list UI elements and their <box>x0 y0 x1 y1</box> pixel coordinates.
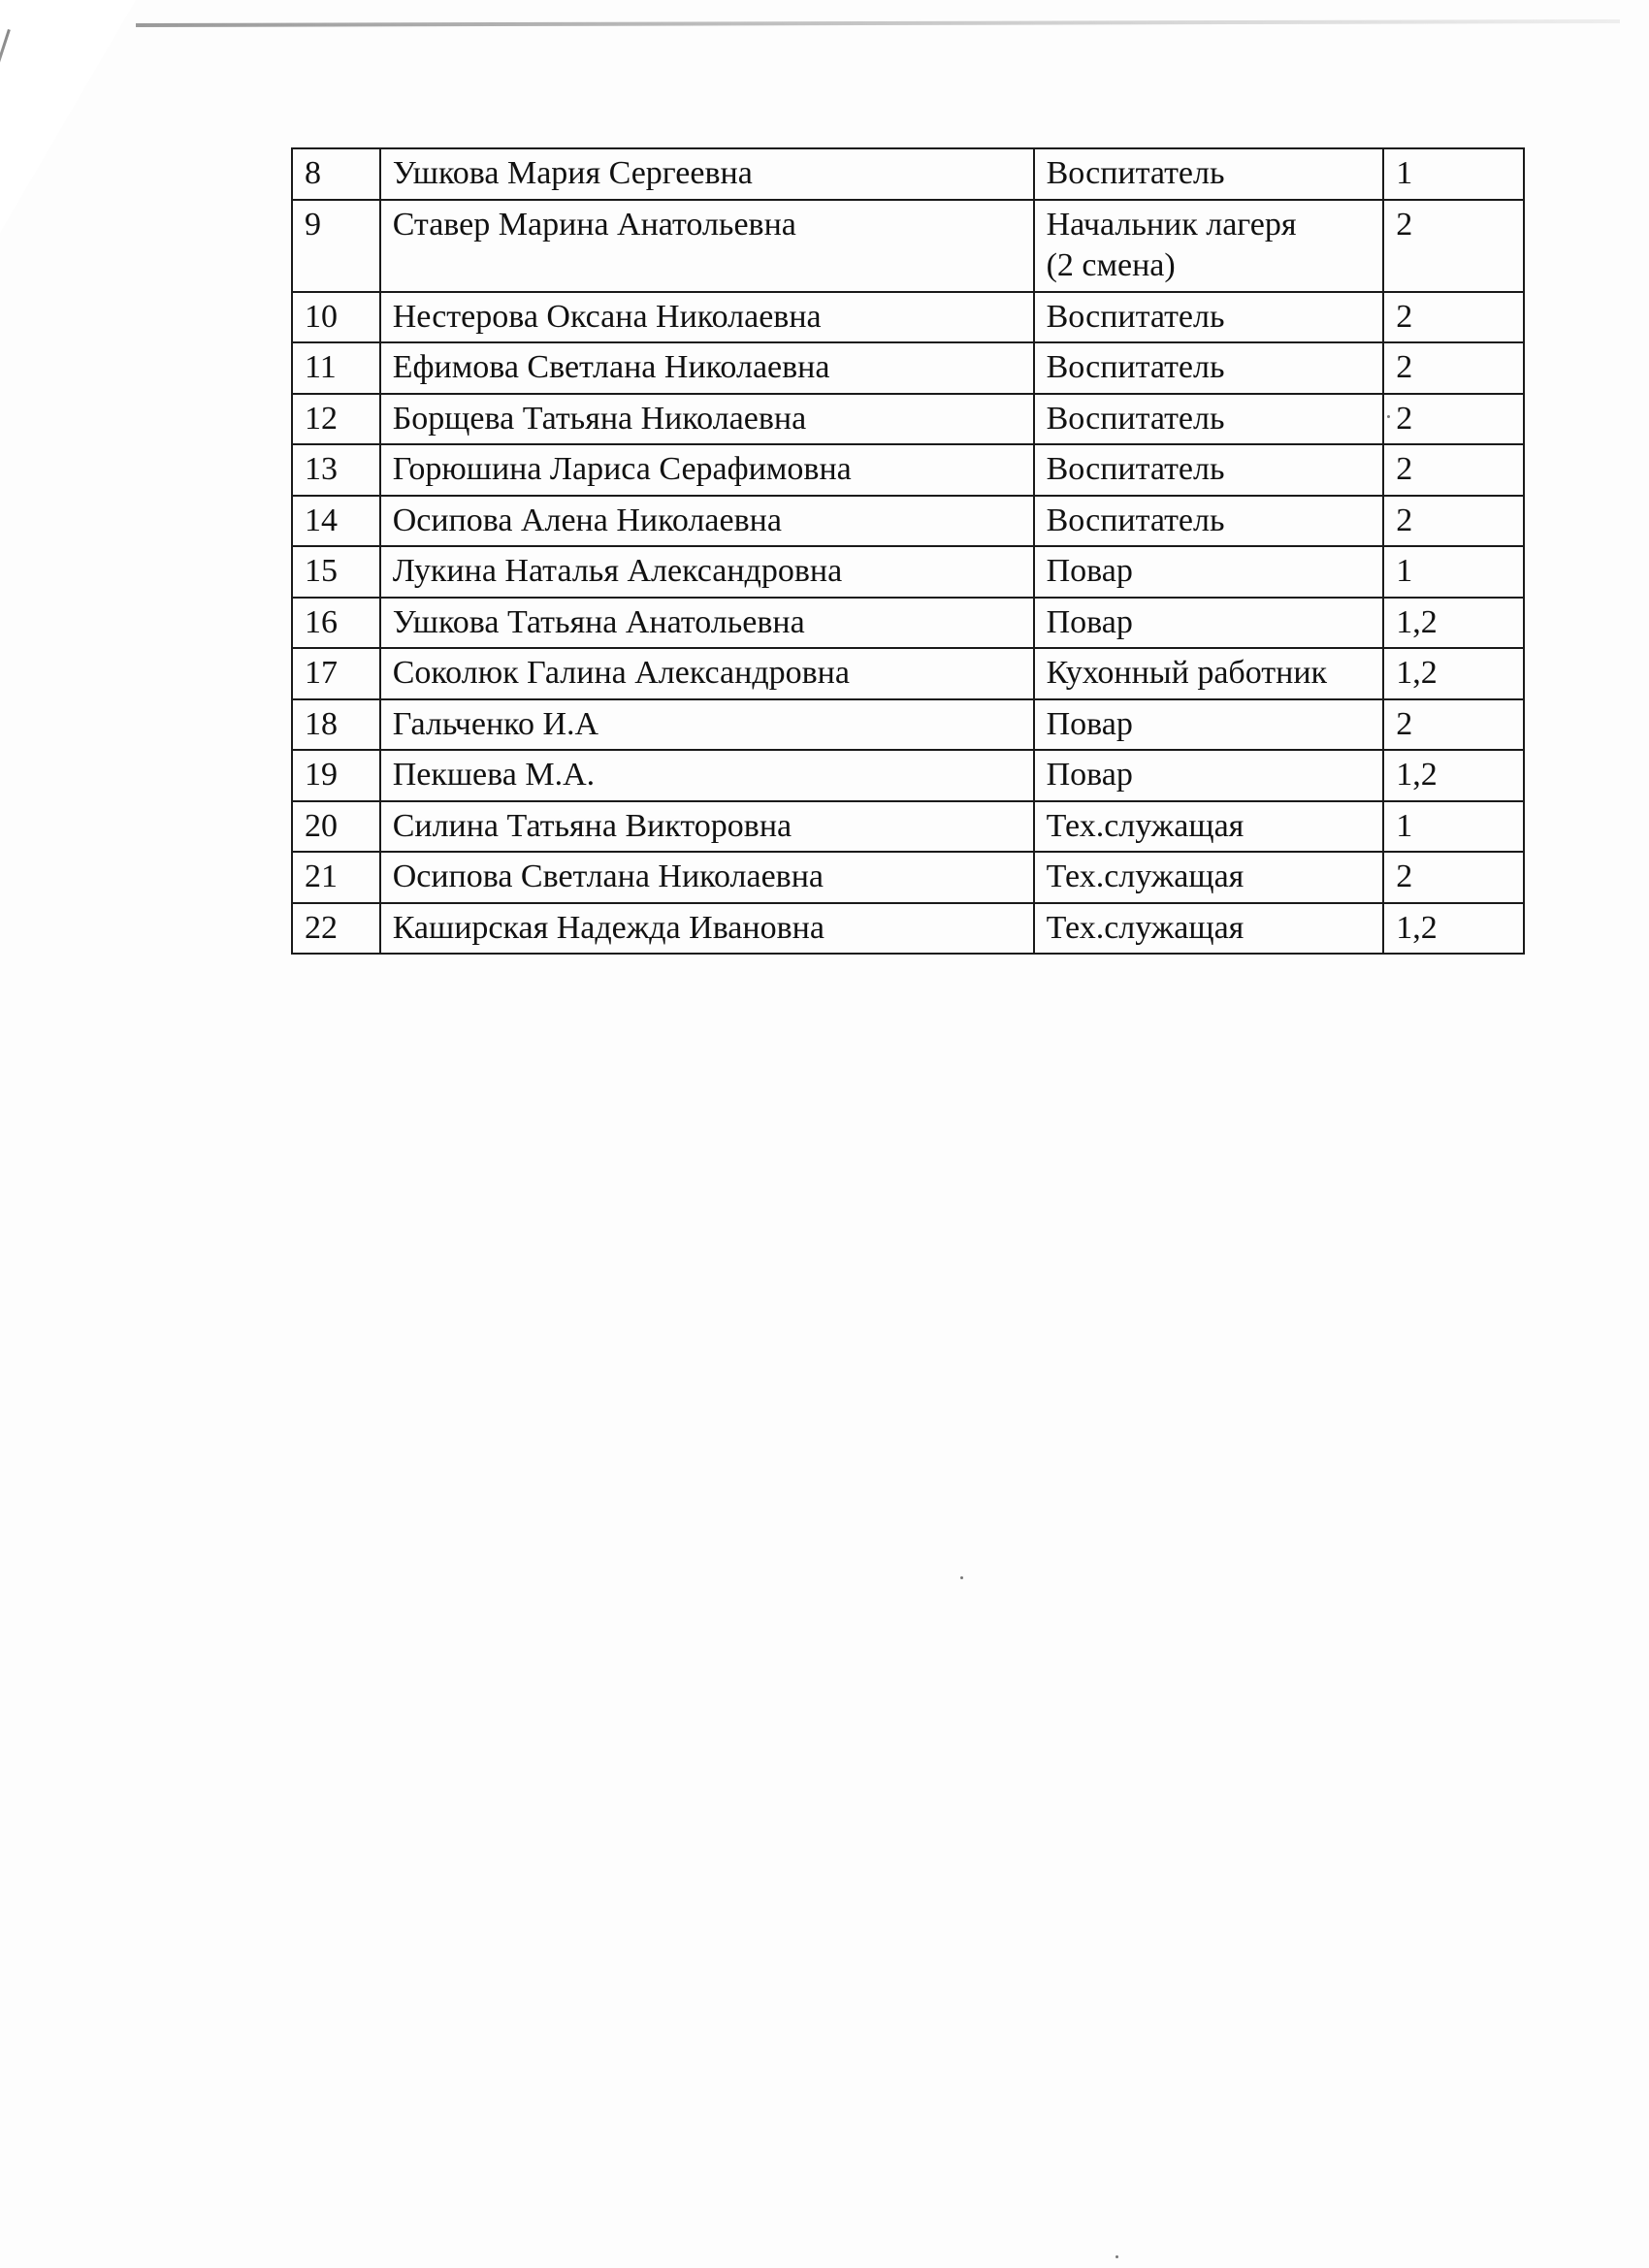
position-line: Начальник лагеря <box>1046 206 1297 243</box>
shift-number: 2 <box>1383 200 1524 292</box>
row-number: 14 <box>292 496 380 547</box>
employee-name: Ушкова Татьяна Анатольевна <box>380 598 1034 649</box>
table-row <box>292 598 1524 649</box>
employee-name: Ефимова Светлана Николаевна <box>380 342 1034 394</box>
row-number: 18 <box>292 699 380 751</box>
table-row <box>292 444 1524 496</box>
position-line: Воспитатель <box>1046 298 1225 335</box>
table-row <box>292 699 1524 751</box>
employee-position <box>1034 444 1384 496</box>
row-number: 16 <box>292 598 380 649</box>
position-line: Воспитатель <box>1046 451 1225 487</box>
row-number: 12 <box>292 394 380 445</box>
scan-folded-corner <box>0 0 136 233</box>
scan-edge-top <box>136 19 1620 27</box>
row-number: 21 <box>292 852 380 903</box>
position-line: Повар <box>1046 757 1133 793</box>
employee-name: Горюшина Лариса Серафимовна <box>380 444 1034 496</box>
position-line: (2 смена) <box>1046 247 1176 283</box>
table-row <box>292 903 1524 955</box>
shift-number: 1,2 <box>1383 598 1524 649</box>
employee-name: Ушкова Мария Сергеевна <box>380 148 1034 200</box>
employee-name: Каширская Надежда Ивановна <box>380 903 1034 955</box>
employee-name: Силина Татьяна Викторовна <box>380 801 1034 853</box>
shift-number: 2 <box>1383 699 1524 751</box>
employee-name: Соколюк Галина Александровна <box>380 648 1034 699</box>
employee-position <box>1034 342 1384 394</box>
employee-position <box>1034 801 1384 853</box>
employee-position <box>1034 598 1384 649</box>
position-line: Воспитатель <box>1046 349 1225 385</box>
shift-number: 1,2 <box>1383 648 1524 699</box>
position-line: Воспитатель <box>1046 155 1225 191</box>
row-number: 8 <box>292 148 380 200</box>
employee-position <box>1034 496 1384 547</box>
table-row <box>292 801 1524 853</box>
position-line: Воспитатель <box>1046 502 1225 538</box>
employee-name: Лукина Наталья Александровна <box>380 546 1034 598</box>
employee-name: Борщева Татьяна Николаевна <box>380 394 1034 445</box>
table-row <box>292 292 1524 343</box>
employee-name: Ставер Марина Анатольевна <box>380 200 1034 292</box>
shift-number: 2 <box>1383 496 1524 547</box>
shift-number: 1,2 <box>1383 750 1524 801</box>
table-row <box>292 394 1524 445</box>
row-number: 17 <box>292 648 380 699</box>
position-line: Тех.служащая <box>1046 859 1245 894</box>
shift-number: 1 <box>1383 546 1524 598</box>
row-number: 13 <box>292 444 380 496</box>
position-line: Повар <box>1046 705 1133 742</box>
employee-position <box>1034 148 1384 200</box>
employee-name: Нестерова Оксана Николаевна <box>380 292 1034 343</box>
position-line: Воспитатель <box>1046 400 1225 437</box>
table-row <box>292 496 1524 547</box>
table-row <box>292 342 1524 394</box>
staff-table-body <box>292 148 1524 954</box>
employee-position <box>1034 292 1384 343</box>
row-number: 20 <box>292 801 380 853</box>
row-number: 22 <box>292 903 380 955</box>
row-number: 15 <box>292 546 380 598</box>
employee-position <box>1034 750 1384 801</box>
employee-position <box>1034 200 1384 292</box>
row-number: 10 <box>292 292 380 343</box>
shift-number: 1,2 <box>1383 903 1524 955</box>
position-line: Тех.служащая <box>1046 909 1245 946</box>
scan-speck <box>960 1576 963 1579</box>
table-row <box>292 852 1524 903</box>
row-number: 19 <box>292 750 380 801</box>
employee-position <box>1034 852 1384 903</box>
staff-table <box>291 147 1525 955</box>
shift-number: 2 <box>1383 292 1524 343</box>
table-row <box>292 148 1524 200</box>
employee-name: Осипова Светлана Николаевна <box>380 852 1034 903</box>
shift-number: 2 <box>1383 342 1524 394</box>
scan-speck <box>1387 415 1390 418</box>
table-row <box>292 546 1524 598</box>
shift-number: 2 <box>1383 852 1524 903</box>
employee-position <box>1034 903 1384 955</box>
scan-speck <box>1116 2255 1118 2258</box>
employee-position <box>1034 648 1384 699</box>
shift-number: 2 <box>1383 444 1524 496</box>
table-row <box>292 200 1524 292</box>
row-number: 11 <box>292 342 380 394</box>
employee-name: Пекшева М.А. <box>380 750 1034 801</box>
employee-position <box>1034 546 1384 598</box>
position-line: Повар <box>1046 553 1133 589</box>
position-line: Кухонный работник <box>1046 655 1328 691</box>
table-row <box>292 648 1524 699</box>
shift-number: 1 <box>1383 801 1524 853</box>
employee-position <box>1034 699 1384 751</box>
employee-position <box>1034 394 1384 445</box>
employee-name: Осипова Алена Николаевна <box>380 496 1034 547</box>
position-line: Тех.служащая <box>1046 807 1245 844</box>
row-number: 9 <box>292 200 380 292</box>
table-row <box>292 750 1524 801</box>
shift-number: 2 <box>1383 394 1524 445</box>
position-line: Повар <box>1046 603 1133 640</box>
shift-number: 1 <box>1383 148 1524 200</box>
employee-name: Гальченко И.А <box>380 699 1034 751</box>
